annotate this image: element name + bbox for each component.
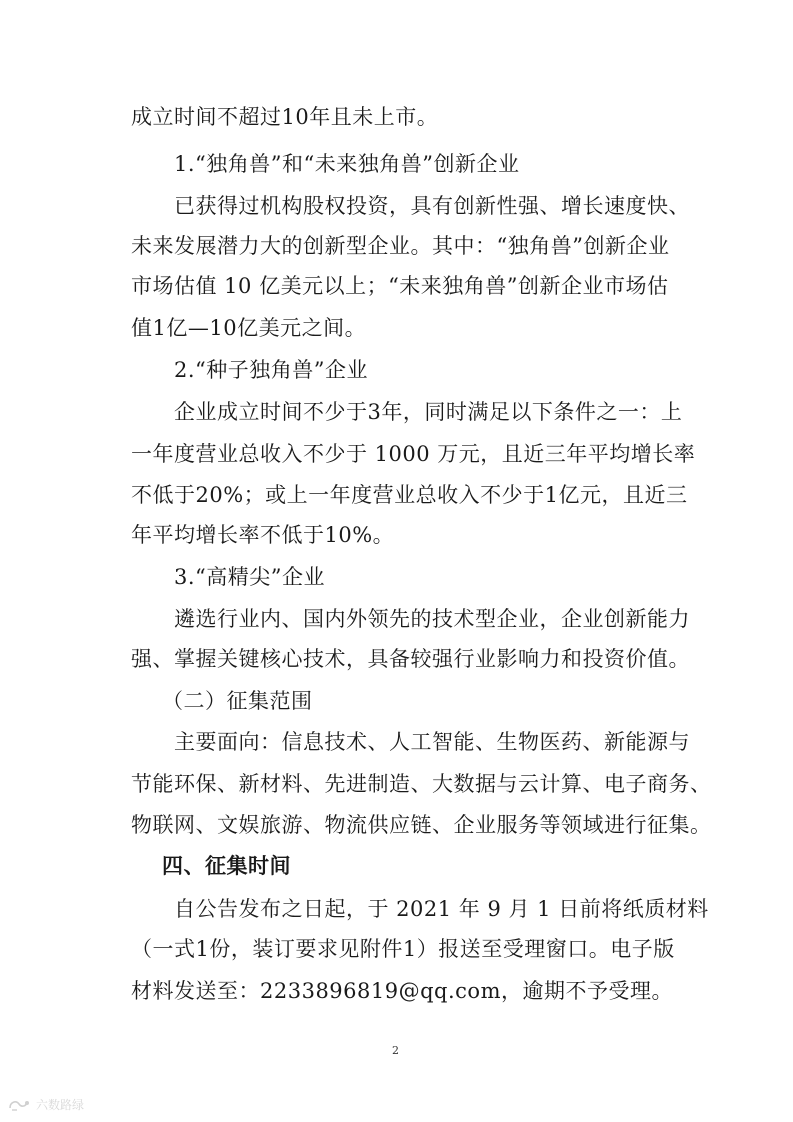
text-line-21: （一式1份，装订要求见附件1）报送至受理窗口。电子版: [131, 937, 675, 961]
text-line-20: 自公告发布之日起，于 2021 年 9 月 1 日前将纸质材料: [174, 897, 709, 921]
text-line-22: 材料发送至：2233896819@qq.com，逾期不予受理。: [131, 979, 673, 1003]
text-line-8: 企业成立时间不少于3年，同时满足以下条件之一：上: [174, 400, 683, 424]
text-line-14: 强、掌握关键核心技术，具备较强行业影响力和投资价值。: [131, 647, 690, 671]
section-heading-time: 四、征集时间: [162, 854, 291, 878]
list-heading-2: 2.“种子独角兽”企业: [174, 358, 369, 382]
text-line-18: 物联网、文娱旅游、物流供应链、企业服务等领域进行征集。: [131, 813, 712, 837]
text-line-9: 一年度营业总收入不少于 1000 万元，且近三年平均增长率: [131, 442, 696, 466]
watermark: [8, 1097, 84, 1113]
watermark-text: 六数路绿: [36, 1098, 85, 1112]
text-line-4: 未来发展潜力大的创新型企业。其中：“独角兽”创新企业: [131, 234, 670, 258]
section-heading-scope: （二）征集范围: [162, 689, 313, 713]
list-heading-3: 3.“高精尖”企业: [174, 565, 326, 589]
text-line-5: 市场估值 10 亿美元以上；“未来独角兽”创新企业市场估: [131, 274, 669, 298]
text-line-13: 遴选行业内、国内外领先的技术型企业，企业创新能力: [174, 607, 690, 631]
text-line-11: 年平均增长率不低于10%。: [131, 523, 395, 547]
page-number: 2: [392, 1044, 399, 1057]
text-line-16: 主要面向：信息技术、人工智能、生物医药、新能源与: [174, 730, 690, 754]
text-line-10: 不低于20%；或上一年度营业总收入不少于1亿元，且近三: [131, 483, 688, 507]
text-line-1: 成立时间不超过10年且未上市。: [131, 105, 439, 129]
text-line-17: 节能环保、新材料、先进制造、大数据与云计算、电子商务、: [131, 772, 712, 796]
list-heading-1: 1.“独角兽”和“未来独角兽”创新企业: [174, 152, 520, 176]
text-line-6: 值1亿—10亿美元之间。: [131, 316, 367, 340]
logo-icon: [8, 1098, 32, 1112]
text-line-3: 已获得过机构股权投资，具有创新性强、增长速度快、: [174, 194, 690, 218]
